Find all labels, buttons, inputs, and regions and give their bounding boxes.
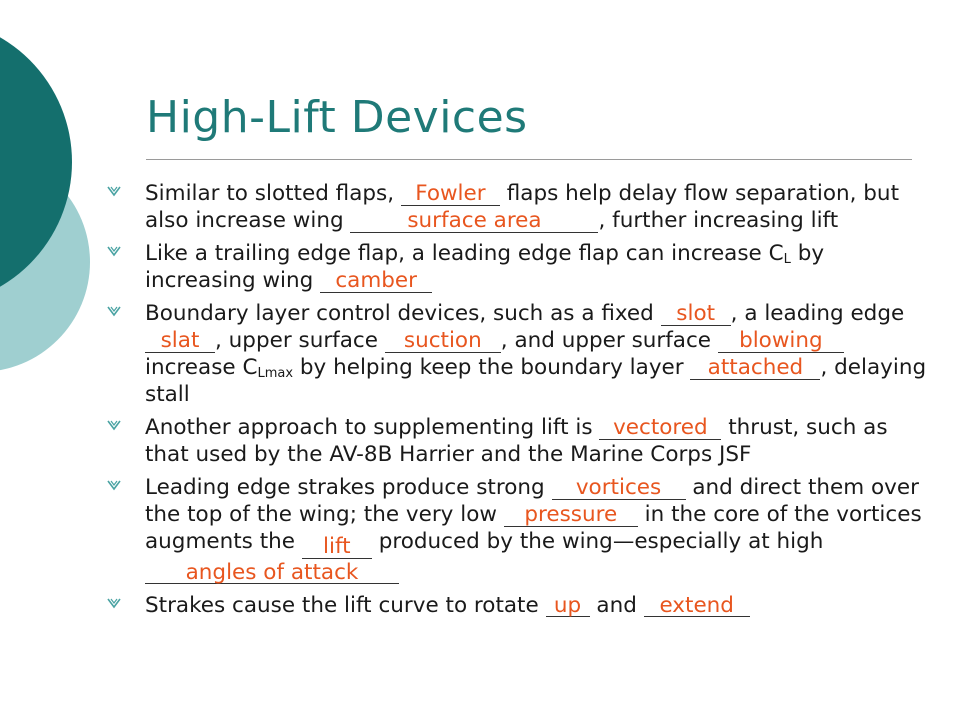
- bullet-marker-icon: [106, 477, 122, 493]
- bullet-text: Like a trailing edge flap, a leading edge flap can increase C: [145, 241, 784, 266]
- answer-blank: blowing: [718, 330, 844, 353]
- bullet-text: , a leading edge: [730, 301, 905, 326]
- answer-blank: slat: [145, 330, 215, 353]
- decor-circle-dark: [0, 18, 72, 306]
- bullet-boundary-layer: [106, 300, 936, 408]
- bullet-text: Boundary layer control devices, such as a fixed: [145, 301, 654, 326]
- bullet-text: and: [596, 592, 637, 618]
- bullet-fowler: [106, 180, 936, 234]
- bullet-text: , upper surface: [215, 328, 378, 353]
- bullet-text: Another approach to supplementing lift is: [145, 415, 593, 440]
- decor-circle-light: [0, 152, 90, 372]
- answer-blank: vortices: [552, 477, 686, 500]
- answer-blank: slot: [661, 303, 731, 326]
- bullet-text: by helping keep the boundary layer: [299, 355, 684, 380]
- slide-title: High-Lift Devices: [146, 92, 528, 143]
- bullet-vectored-thrust: [106, 414, 936, 468]
- subscript: Lmax: [257, 366, 294, 381]
- answer-blank: attached: [690, 357, 820, 380]
- answer-blank: lift: [302, 536, 372, 559]
- bullet-text: flaps help delay flow separation, but also increase wing: [145, 181, 899, 233]
- bullet-leading-edge-flap: [106, 240, 936, 294]
- bullet-text: Leading edge strakes produce strong: [145, 475, 545, 500]
- bullet-text: produced by the wing—especially at high: [378, 529, 824, 554]
- answer-blank: vectored: [599, 417, 721, 440]
- answer-blank: pressure: [504, 504, 638, 527]
- subscript: L: [783, 252, 791, 267]
- bullet-strakes-vortices: [106, 474, 936, 586]
- answer-blank: camber: [320, 270, 432, 293]
- answer-blank: Fowler: [401, 183, 500, 206]
- bullet-marker-icon: [106, 595, 122, 611]
- bullet-text: Similar to slotted flaps,: [145, 181, 395, 206]
- bullet-text: , further increasing lift: [598, 208, 839, 233]
- bullet-strakes-lift-curve: [106, 592, 936, 619]
- bullet-list: [106, 180, 936, 625]
- answer-blank: suction: [385, 330, 501, 353]
- answer-blank: extend: [644, 595, 750, 618]
- bullet-text: thrust, such as that used by the AV-8B Harrier and the Marine Corps JSF: [145, 415, 888, 467]
- bullet-text: Strakes cause the lift curve to rotate: [145, 592, 539, 618]
- bullet-text: , and upper surface: [500, 328, 712, 353]
- answer-blank: angles of attack: [145, 562, 399, 585]
- bullet-marker-icon: [106, 417, 122, 433]
- bullet-text: in the core of the vortices augments the: [145, 502, 922, 554]
- bullet-text: by increasing wing: [145, 241, 825, 293]
- bullet-marker-icon: [106, 183, 122, 199]
- bullet-text: , delaying stall: [145, 355, 927, 407]
- answer-blank: up: [546, 595, 590, 618]
- title-underline: [146, 159, 912, 160]
- answer-blank: surface area: [350, 210, 598, 233]
- bullet-text: and direct them over the top of the wing; the very low: [145, 475, 919, 527]
- bullet-marker-icon: [106, 243, 122, 259]
- bullet-marker-icon: [106, 303, 122, 319]
- bullet-text: increase C: [145, 355, 258, 380]
